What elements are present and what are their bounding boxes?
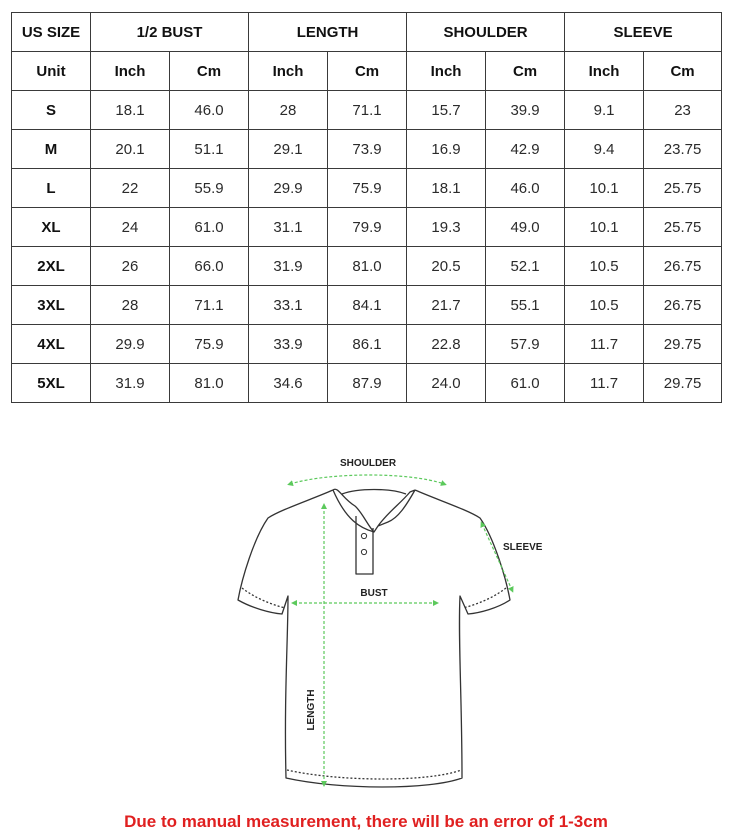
table-row [12,91,722,130]
unit-shoulder-inch: Inch [407,52,486,91]
measurement-cell: 29.75 [644,364,722,403]
measurement-cell: 10.1 [565,169,644,208]
polo-shirt-illustration [230,448,550,798]
sleeve-label: SLEEVE [503,542,543,553]
measurement-cell: 21.7 [407,286,486,325]
unit-length-inch: Inch [249,52,328,91]
measurement-cell: 9.1 [565,91,644,130]
unit-bust-cm: Cm [170,52,249,91]
unit-length-cm: Cm [328,52,407,91]
table-row [12,325,722,364]
measurement-cell: 55.9 [170,169,249,208]
measurement-cell: 18.1 [407,169,486,208]
measurement-cell: 33.1 [249,286,328,325]
measurement-cell: 10.5 [565,286,644,325]
measurement-cell: 75.9 [170,325,249,364]
measurement-cell: 25.75 [644,208,722,247]
unit-sleeve-cm: Cm [644,52,722,91]
measurement-cell: 29.1 [249,130,328,169]
shirt-outline [238,489,510,787]
measurement-cell: 15.7 [407,91,486,130]
sleeve-arrow [482,524,512,590]
measurement-cell: 11.7 [565,325,644,364]
measurement-cell: 26.75 [644,247,722,286]
measurement-cell: 33.9 [249,325,328,364]
size-label: 5XL [12,364,91,403]
measurement-cell: 24.0 [407,364,486,403]
measurement-cell: 29.75 [644,325,722,364]
size-label: M [12,130,91,169]
measurement-cell: 31.9 [91,364,170,403]
shirt-body [238,490,510,787]
table-row [12,130,722,169]
measurement-cell: 10.5 [565,247,644,286]
hem [287,770,461,779]
table-row [12,364,722,403]
measurement-cell: 57.9 [486,325,565,364]
measurement-cell: 61.0 [486,364,565,403]
measurement-cell: 84.1 [328,286,407,325]
measurement-cell: 19.3 [407,208,486,247]
measurement-cell: 23.75 [644,130,722,169]
measurement-cell: 86.1 [328,325,407,364]
measurement-cell: 66.0 [170,247,249,286]
table-row [12,286,722,325]
measurement-cell: 51.1 [170,130,249,169]
measurement-cell: 81.0 [328,247,407,286]
measurement-cell: 73.9 [328,130,407,169]
measurement-cell: 81.0 [170,364,249,403]
header-shoulder: SHOULDER [407,13,565,52]
unit-bust-inch: Inch [91,52,170,91]
measurement-cell: 34.6 [249,364,328,403]
measurement-cell: 26 [91,247,170,286]
measurement-cell: 71.1 [328,91,407,130]
unit-label: Unit [12,52,91,91]
measurement-cell: 26.75 [644,286,722,325]
measurement-cell: 87.9 [328,364,407,403]
measurement-cell: 31.9 [249,247,328,286]
measurement-cell: 46.0 [486,169,565,208]
measurement-cell: 52.1 [486,247,565,286]
measurement-cell: 20.1 [91,130,170,169]
measurement-cell: 39.9 [486,91,565,130]
measurement-cell: 75.9 [328,169,407,208]
measurement-cell: 46.0 [170,91,249,130]
button-bottom [361,549,366,554]
size-rows [12,91,722,403]
measurement-cell: 49.0 [486,208,565,247]
header-sleeve: SLEEVE [565,13,722,52]
measurement-cell: 55.1 [486,286,565,325]
measurement-cell: 71.1 [170,286,249,325]
shoulder-label: SHOULDER [339,458,397,469]
size-label: XL [12,208,91,247]
size-chart-table [11,12,722,403]
size-label: 2XL [12,247,91,286]
measurement-note: Due to manual measurement, there will be an error of 1-3cm [124,812,608,831]
measurement-cell: 10.1 [565,208,644,247]
unit-shoulder-cm: Cm [486,52,565,91]
measurement-cell: 16.9 [407,130,486,169]
unit-sleeve-inch: Inch [565,52,644,91]
table-row [12,208,722,247]
polo-shirt-diagram [230,448,550,798]
header-us-size: US SIZE [12,13,91,52]
size-label: L [12,169,91,208]
measurement-cell: 31.1 [249,208,328,247]
measurement-cell: 20.5 [407,247,486,286]
measurement-cell: 79.9 [328,208,407,247]
bust-label: BUST [360,588,388,599]
size-label: 4XL [12,325,91,364]
collar [333,489,415,532]
measurement-cell: 24 [91,208,170,247]
size-label: S [12,91,91,130]
measurement-cell: 23 [644,91,722,130]
table-row [12,169,722,208]
shoulder-arrow [290,475,444,484]
button-top [361,533,366,538]
size-label: 3XL [12,286,91,325]
measurement-cell: 28 [91,286,170,325]
collar-back [342,490,406,495]
header-row [12,13,722,52]
header-bust: 1/2 BUST [91,13,249,52]
header-length: LENGTH [249,13,407,52]
measurement-cell: 18.1 [91,91,170,130]
measurement-cell: 22.8 [407,325,486,364]
measurement-cell: 42.9 [486,130,565,169]
length-label: LENGTH [306,689,317,731]
measurement-cell: 9.4 [565,130,644,169]
unit-row [12,52,722,91]
measurement-cell: 25.75 [644,169,722,208]
measurement-cell: 61.0 [170,208,249,247]
table-row [12,247,722,286]
measurement-cell: 22 [91,169,170,208]
measurement-cell: 29.9 [91,325,170,364]
measurement-cell: 29.9 [249,169,328,208]
measurement-cell: 28 [249,91,328,130]
measurement-cell: 11.7 [565,364,644,403]
